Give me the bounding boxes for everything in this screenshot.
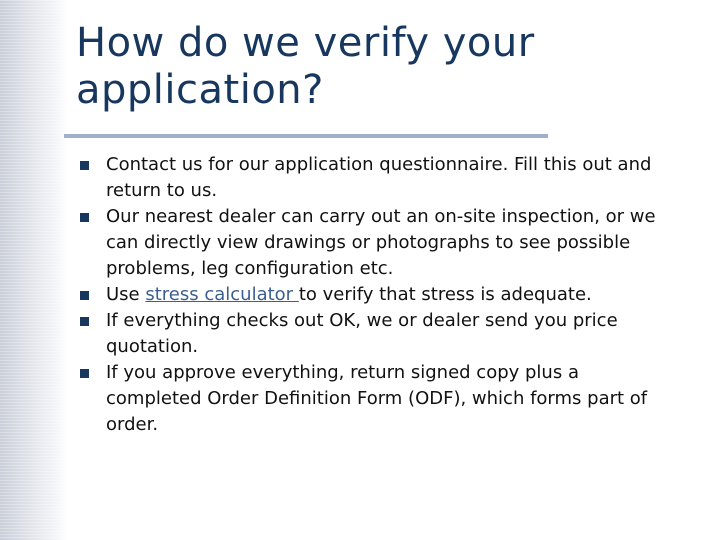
square-bullet-icon bbox=[80, 161, 89, 170]
square-bullet-icon bbox=[80, 291, 89, 300]
square-bullet-icon bbox=[80, 317, 89, 326]
bullet-text-before-link: Use bbox=[106, 284, 146, 305]
bullet-text: Our nearest dealer can carry out an on-site inspection, or we can directly view drawings or photographs to see possible problems, leg configuration etc. bbox=[106, 206, 656, 279]
bullet-item bbox=[80, 152, 660, 204]
slide-title: How do we verify your application? bbox=[76, 20, 535, 113]
bullet-text-after-link: to verify that stress is adequate. bbox=[298, 284, 592, 305]
bullet-item bbox=[80, 282, 660, 308]
bullet-text: If everything checks out OK, we or dealer send you price quotation. bbox=[106, 310, 618, 357]
left-decorative-band bbox=[0, 0, 68, 540]
square-bullet-icon bbox=[80, 369, 89, 378]
bullet-text: Contact us for our application questionnaire. Fill this out and return to us. bbox=[106, 154, 652, 201]
bullet-list bbox=[80, 152, 660, 438]
square-bullet-icon bbox=[80, 213, 89, 222]
stress-calculator-link[interactable]: stress calculator bbox=[145, 284, 299, 305]
title-underline bbox=[64, 134, 548, 138]
bullet-item bbox=[80, 308, 660, 360]
bullet-text: If you approve everything, return signed copy plus a completed Order Definition Form (ODF), which forms part of order. bbox=[106, 362, 648, 435]
bullet-item bbox=[80, 360, 660, 438]
bullet-item bbox=[80, 204, 660, 282]
